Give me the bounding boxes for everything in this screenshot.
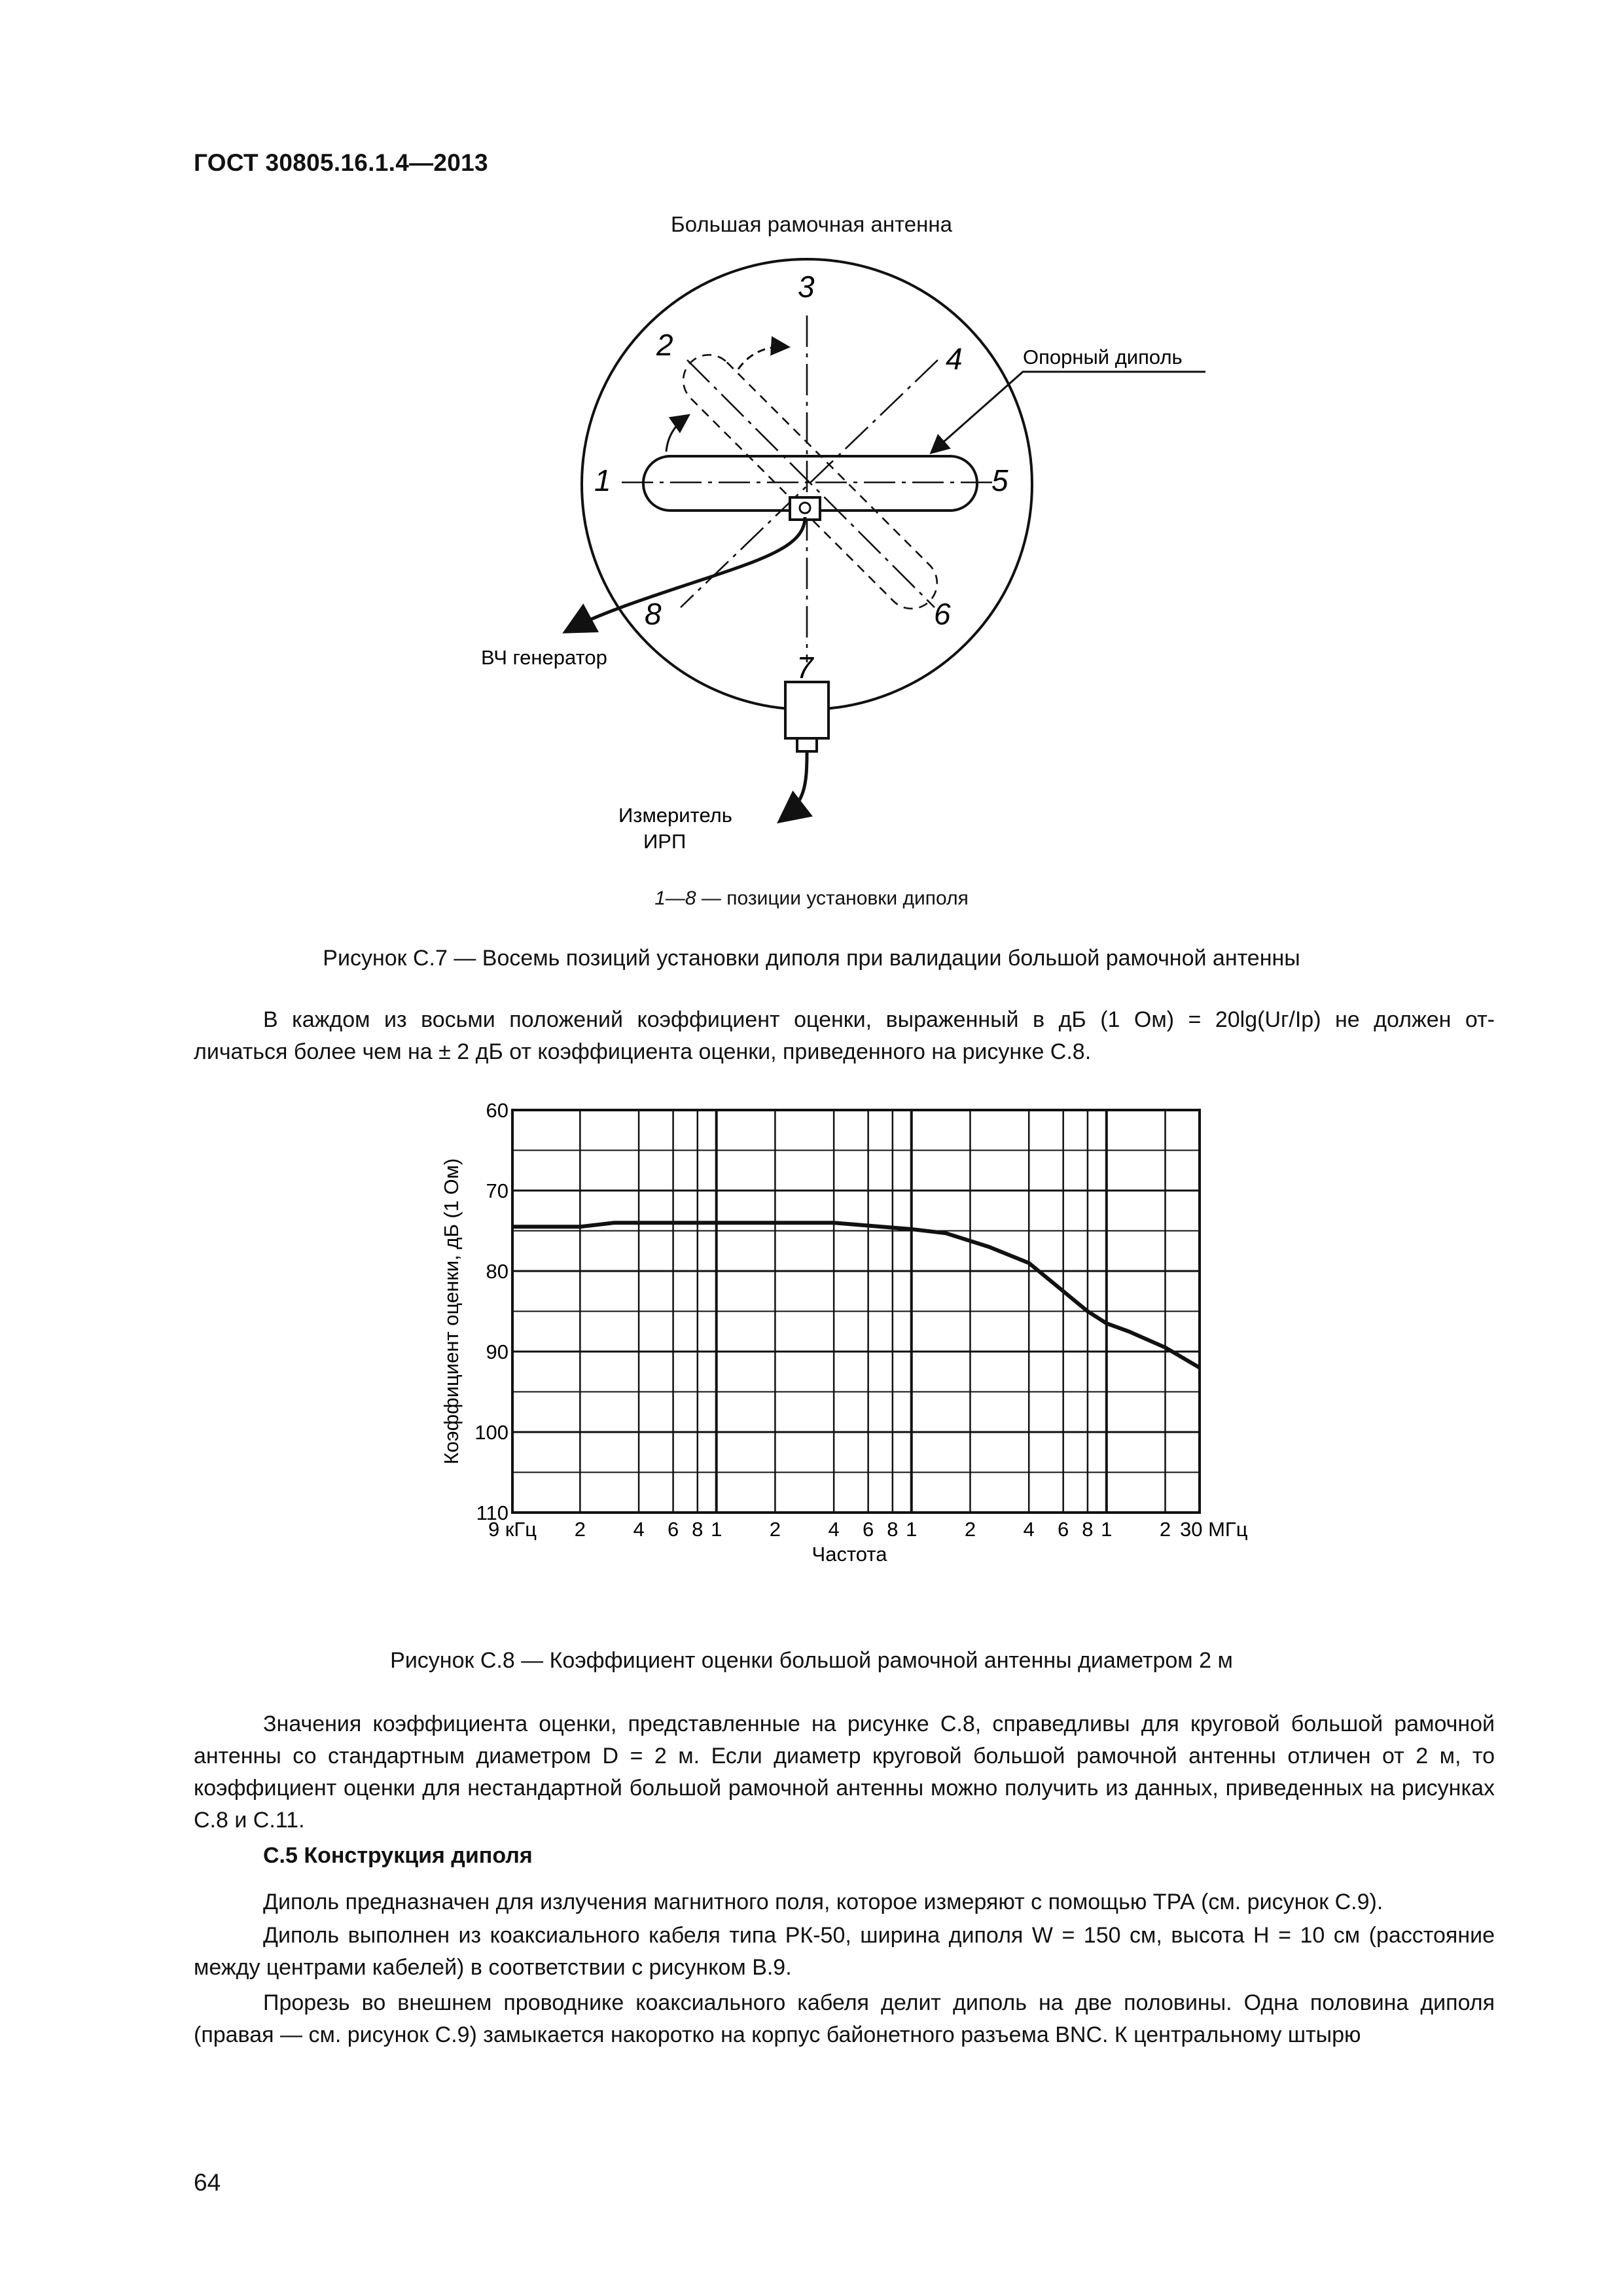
document-header: ГОСТ 30805.16.1.4—2013 bbox=[194, 149, 488, 176]
chart-xtick-label: 30 МГц bbox=[1180, 1518, 1248, 1541]
position-8: 8 bbox=[645, 597, 662, 631]
chart-xtick-label: 4 bbox=[828, 1518, 840, 1541]
label-reference-dipole: Опорный диполь bbox=[1023, 346, 1183, 368]
paragraph-4: Диполь выполнен из коаксиального кабеля типа РК-50, ширина диполя W = 150 см, высота H = 10 см (расстояние между центрами кабелей) в соответствии с рисунком В.9. bbox=[194, 1923, 1495, 1980]
paragraph-1 bbox=[194, 1004, 1495, 1068]
chart-xtick-label: 1 bbox=[906, 1518, 918, 1541]
label-meter-line1: Измеритель bbox=[618, 804, 732, 827]
chart-xtick-label: 4 bbox=[1023, 1518, 1035, 1541]
chart-xtick-label: 2 bbox=[574, 1518, 586, 1541]
chart-xtick-label: 9 кГц bbox=[488, 1518, 537, 1541]
label-rf-generator: ВЧ генератор bbox=[481, 646, 607, 669]
chart-series-line bbox=[512, 1223, 1200, 1367]
feed-box bbox=[790, 497, 820, 520]
chart-xtick-label: 2 bbox=[964, 1518, 976, 1541]
position-3: 3 bbox=[798, 270, 815, 304]
position-6: 6 bbox=[934, 597, 951, 631]
chart-xtick-label: 8 bbox=[887, 1518, 899, 1541]
legend-range: 1—8 bbox=[654, 888, 696, 909]
chart-xtick-label: 4 bbox=[633, 1518, 645, 1541]
dipole-leader bbox=[933, 372, 1205, 452]
chart-ytick-label: 110 bbox=[476, 1501, 508, 1524]
label-meter-line2: ИРП bbox=[643, 830, 687, 853]
page-number: 64 bbox=[194, 2169, 221, 2196]
position-5: 5 bbox=[991, 463, 1008, 497]
meter-cable bbox=[782, 751, 807, 819]
figure7-diagram bbox=[0, 0, 1623, 877]
chart-xtick-label: 6 bbox=[1058, 1518, 1069, 1541]
figure7-legend bbox=[0, 888, 1623, 910]
chart-xtick-label: 6 bbox=[667, 1518, 679, 1541]
chart-xtick-label: 2 bbox=[1159, 1518, 1171, 1541]
position-7: 7 bbox=[796, 651, 813, 685]
figure7-caption: Рисунок С.7 — Восемь позиций установки диполя при валидации большой рамочной антенны bbox=[323, 946, 1300, 971]
chart-ylabel: Коэффициент оценки, дБ (1 Ом) bbox=[440, 1158, 463, 1465]
chart-xtick-label: 6 bbox=[862, 1518, 874, 1541]
chart-ytick-label: 100 bbox=[474, 1421, 508, 1444]
chart-ytick-label: 60 bbox=[486, 1099, 508, 1122]
legend-text: — позиции установки диполя bbox=[696, 888, 969, 909]
position-4: 4 bbox=[946, 342, 963, 376]
meter-probe-box bbox=[785, 682, 829, 738]
paragraph-1-line1: В каждом из восьми положений коэффициент оценки, выраженный в дБ (1 Ом) = 20lg(Uг/Iр) не должен от- bbox=[263, 1007, 1495, 1032]
figure8-caption: Рисунок С.8 — Коэффициент оценки большой рамочной антенны диаметром 2 м bbox=[390, 1648, 1233, 1673]
axis-4-8 bbox=[681, 360, 938, 607]
chart-xtick-label: 1 bbox=[711, 1518, 722, 1541]
chart-xtick-label: 2 bbox=[769, 1518, 781, 1541]
position-2: 2 bbox=[656, 328, 673, 362]
generator-cable bbox=[568, 517, 805, 630]
paragraph-2: Значения коэффициента оценки, представленные на рисунке С.8, справедливы для круговой большой рамочной антенны со стандартным диаметром D = 2 м. Если диаметр круговой большой рамочной антенны отличен от 2 м, то коэффициент оценки для нестандартной большой рамочной антенны можно получить из данных, приведенных на рисунках С.8 и С.11. bbox=[194, 1712, 1495, 1833]
chart-xtick-label: 1 bbox=[1101, 1518, 1113, 1541]
chart-xtick-label: 8 bbox=[692, 1518, 704, 1541]
chart-xlabel: Частота bbox=[812, 1543, 887, 1566]
meter-probe-connector bbox=[797, 738, 817, 751]
rotation-arrow-top bbox=[738, 347, 787, 369]
rotation-arrow-left bbox=[666, 416, 687, 452]
figure8-chart bbox=[0, 1086, 1623, 1610]
paragraph-3: Диполь предназначен для излучения магнитного поля, которое измеряют с помощью ТРА (см. рисунок С.9). bbox=[263, 1890, 1383, 1914]
paragraph-1-line2: личаться более чем на ± 2 дБ от коэффициента оценки, приведенного на рисунке С.8. bbox=[194, 1039, 1092, 1064]
chart-grid bbox=[512, 1110, 1200, 1513]
chart-ticks bbox=[474, 1099, 1247, 1541]
axis-2-6 bbox=[687, 360, 935, 607]
section-heading: С.5 Конструкция диполя bbox=[263, 1843, 533, 1868]
position-1: 1 bbox=[594, 463, 611, 497]
paragraph-5: Прорезь во внешнем проводнике коаксиального кабеля делит диполь на две половины. Одна половина диполя (правая — см. рисунок С.9) замыкается накоротко на корпус байонетного разъема BNC. К центральному штырю bbox=[194, 1990, 1495, 2047]
chart-ytick-label: 80 bbox=[486, 1260, 508, 1283]
chart-ytick-label: 70 bbox=[486, 1179, 508, 1202]
chart-ytick-label: 90 bbox=[486, 1340, 508, 1363]
chart-xtick-label: 8 bbox=[1082, 1518, 1094, 1541]
figure7-title: Большая рамочная антенна bbox=[671, 212, 952, 236]
